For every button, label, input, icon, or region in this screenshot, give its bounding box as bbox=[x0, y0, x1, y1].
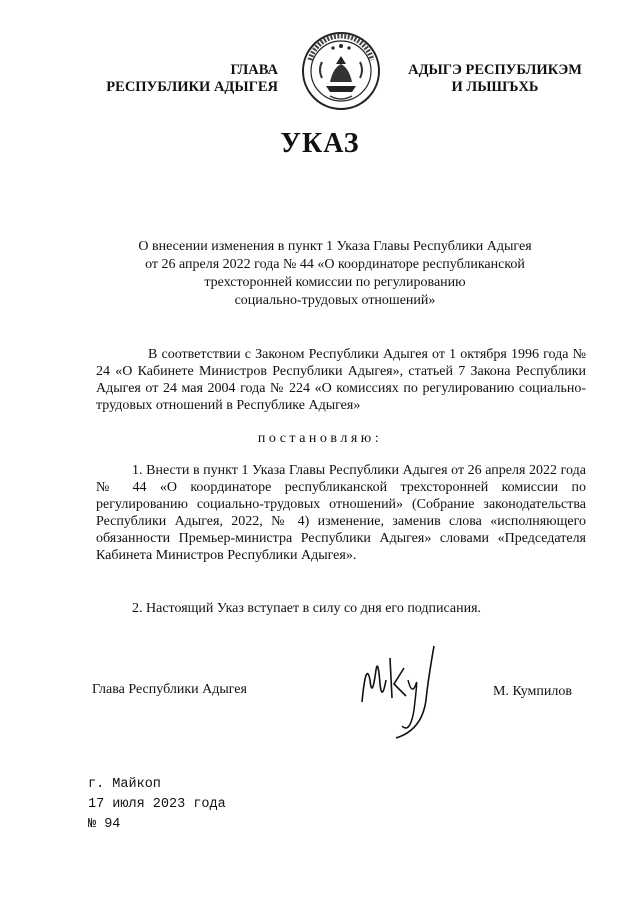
header-left-title bbox=[88, 62, 278, 96]
signatory-name: М. Кумпилов bbox=[493, 684, 572, 699]
document-subject bbox=[100, 238, 570, 310]
signatory-title: Глава Республики Адыгея bbox=[92, 682, 247, 697]
decree-item-1: 1. Внести в пункт 1 Указа Главы Республики Адыгея от 26 апреля 2022 года № 44 «О координаторе республиканской трехсторонней комиссии по регулированию социально-трудовых отношений» (Собрание законодательства Республики Адыгея, 2022, № 4) изменение, заменив слова «исполняющего обязанности Премьер-министра Республики Адыгея» словами «Председателя Кабинета Министров Республики Адыгея». bbox=[96, 463, 586, 563]
decree-number: № 94 bbox=[88, 817, 121, 832]
issue-place: г. Майкоп bbox=[88, 777, 161, 792]
subject-line-1: О внесении изменения в пункт 1 Указа Главы Республики Адыгея bbox=[138, 239, 532, 254]
decree-keyword: постановляю: bbox=[257, 431, 383, 446]
handwritten-signature-icon bbox=[356, 640, 446, 740]
subject-line-4: социально-трудовых отношений» bbox=[234, 293, 436, 308]
preamble-paragraph: В соответствии с Законом Республики Адыгея от 1 октября 1996 года № 24 «О Кабинете Министров Республики Адыгея», статьей 7 Закона Республики Адыгея от 24 мая 2004 года № 224 «О комиссиях по регулированию социально-трудовых отношений в Республике Адыгея» bbox=[96, 347, 586, 413]
republic-of-adygea-coat-of-arms-icon bbox=[300, 30, 382, 112]
header-right-line2: И ЛЫШЪХЬ bbox=[451, 79, 539, 95]
subject-line-3: трехсторонней комиссии по регулированию bbox=[204, 275, 466, 290]
decree-item-2: 2. Настоящий Указ вступает в силу со дня его подписания. bbox=[132, 601, 482, 616]
header-right-title bbox=[395, 62, 595, 96]
document-title: УКАЗ bbox=[280, 128, 360, 159]
header-right-line1: АДЫГЭ РЕСПУБЛИКЭМ bbox=[408, 62, 582, 78]
header-left-line2: РЕСПУБЛИКИ АДЫГЕЯ bbox=[106, 79, 278, 95]
header-left-line1: ГЛАВА bbox=[230, 62, 278, 78]
subject-line-2: от 26 апреля 2022 года № 44 «О координаторе республиканской bbox=[145, 257, 525, 272]
issue-date: 17 июля 2023 года bbox=[88, 797, 226, 812]
